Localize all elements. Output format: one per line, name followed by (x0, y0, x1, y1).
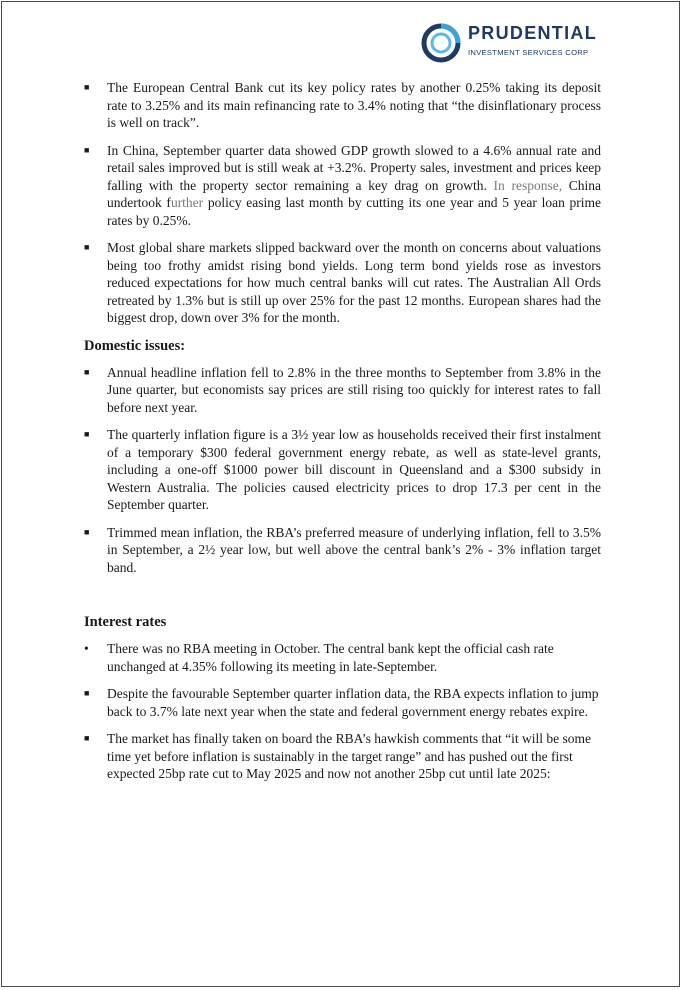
logo-subtitle: INVESTMENT SERVICES CORP (468, 48, 589, 57)
list-item: ■ The European Central Bank cut its key policy rates by another 0.25% taking its deposit rate to 3.25% and its main refinancing rate to 3.4% noting that “the disinflationary process is well on track”. (84, 80, 601, 130)
domestic-issues-heading: Domestic issues: (84, 337, 186, 354)
list-item: ■ In China, September quarter data showed GDP growth slowed to a 4.6% annual rate and retail sales improved but is still weak at +3.2%. Property sales, investment and prices keep falling with the property sector remaining a key drag on growth. In response, China undertook further policy easing last month by cutting its one year and 5 year loan prime rates by 0.25%. (84, 142, 602, 228)
square-bullet-icon: ■ (84, 242, 90, 252)
square-bullet-icon: ■ (84, 366, 90, 377)
square-bullet-icon: ■ (84, 429, 90, 439)
list-item: • There was no RBA meeting in October. The central bank kept the official cash rate unchanged at 4.35% following its meeting in late-September. (84, 641, 554, 674)
square-bullet-icon: ■ (84, 82, 90, 92)
list-item: ■ The market has finally taken on board the RBA’s hawkish comments that “it will be some time yet before inflation is sustainably in the target range” and has pushed out the first expected 25bp rate cut to May 2025 and now not another 25bp cut until late 2025: (84, 731, 592, 781)
list-item: ■ Despite the favourable September quarter inflation data, the RBA expects inflation to jump back to 3.7% late next year when the state and federal government energy rebates expire. (84, 686, 599, 719)
list-item: ■ Annual headline inflation fell to 2.8% in the three months to September from 3.8% in the June quarter, but economists say prices are still rising too quickly for interest rates to fall before next year. (84, 364, 601, 415)
intro-bullet-list (84, 79, 601, 327)
list-item: ■ Most global share markets slipped backward over the month on concerns about valuations being too frothy amidst rising bond yields. Long term bond yields rose as investors reduced expectations for how much central banks will cut rates. The Australian All Ords retreated by 1.3% but is still up over 25% for the past 12 months. European shares had the biggest drop, down over 3% for the month. (84, 240, 601, 325)
list-item: ■ The quarterly inflation figure is a 3½ year low as households received their first instalment of a temporary $300 federal government energy rebate, as well as state-level grants, including a one-off $1000 power bill discount in Queensland and a $300 subsidy in Western Australia. The policies caused electricity prices to drop 17.3 per cent in the September quarter. (84, 427, 601, 512)
list-item: ■ Trimmed mean inflation, the RBA’s preferred measure of underlying inflation, fell to 3.5% in September, a 2½ year low, but well above the central bank’s 2% - 3% inflation target band. (84, 524, 601, 575)
logo-ring-icon (420, 22, 462, 64)
square-bullet-icon: ■ (84, 733, 90, 743)
round-bullet-icon: • (84, 641, 89, 656)
prudential-logo (420, 22, 597, 64)
square-bullet-icon: ■ (84, 526, 90, 537)
square-bullet-icon: ■ (84, 688, 90, 698)
domestic-bullet-list (84, 364, 601, 577)
square-bullet-icon: ■ (84, 144, 90, 155)
interest-bullet-list (84, 640, 601, 783)
document-body (84, 79, 601, 793)
logo-name: PRUDENTIAL (468, 23, 597, 43)
interest-rates-heading: Interest rates (84, 614, 167, 630)
